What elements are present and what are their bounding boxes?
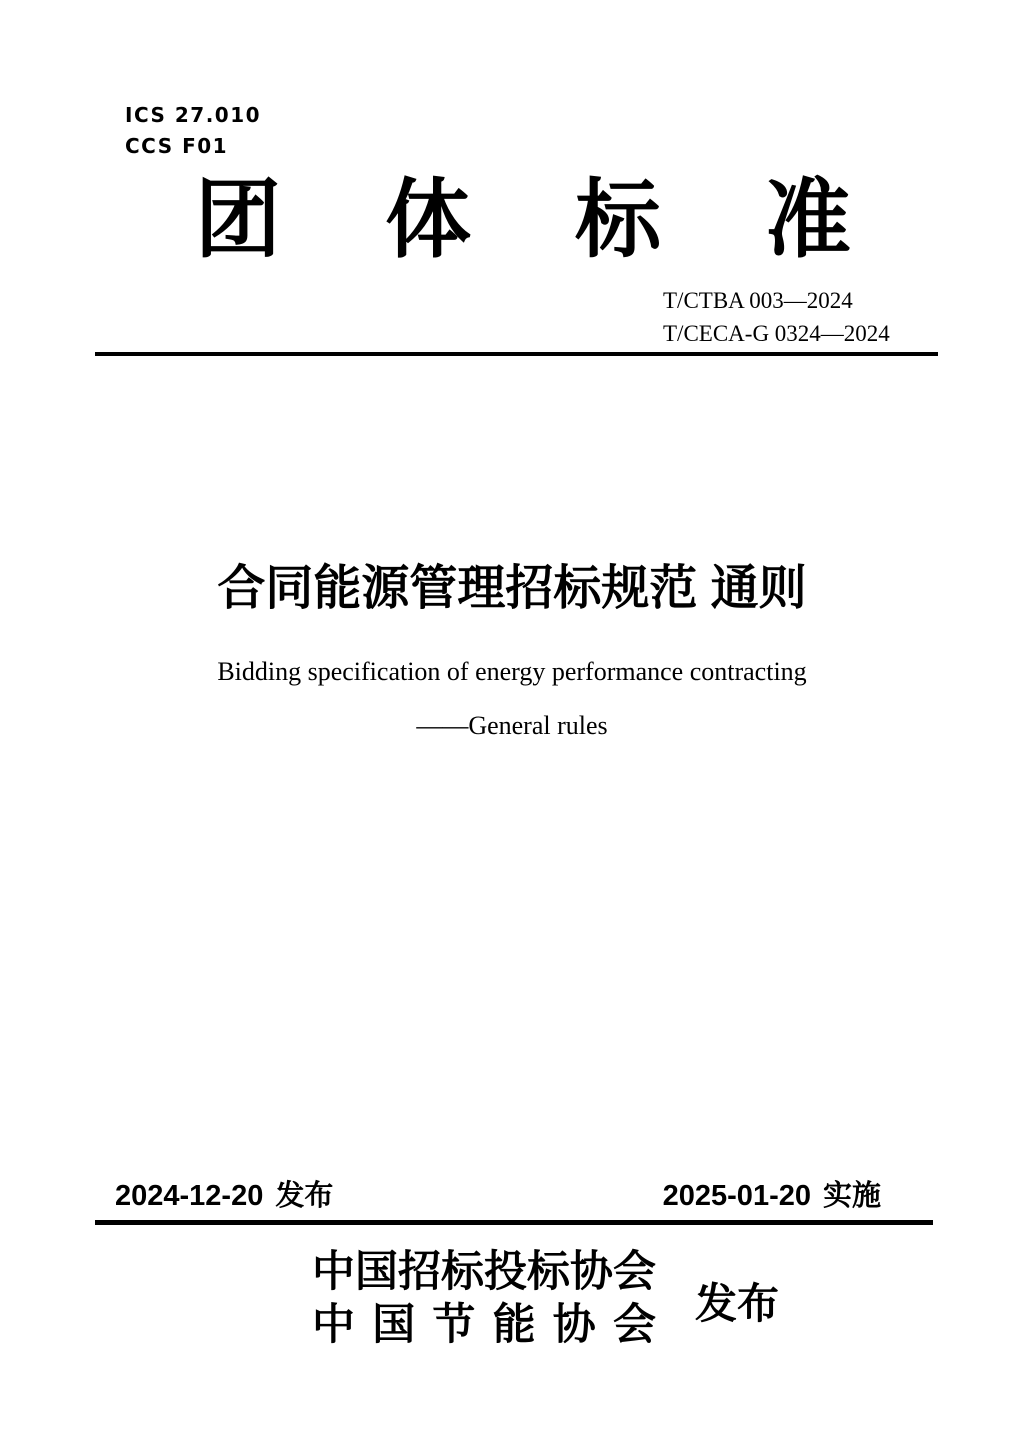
footer-divider-line bbox=[95, 1220, 933, 1225]
issuing-organizations bbox=[312, 1246, 656, 1352]
issuer-char: 节 bbox=[432, 1302, 476, 1349]
issue-date: 2024-12-20 bbox=[115, 1180, 264, 1212]
issuer-char: 中 bbox=[312, 1249, 355, 1296]
issuer-char: 标 bbox=[441, 1249, 484, 1296]
issue-date-label: 发布 bbox=[275, 1180, 334, 1212]
standard-number-secondary: T/CECA-G 0324—2024 bbox=[663, 321, 890, 346]
issuer-organization-1 bbox=[312, 1246, 656, 1299]
header-divider-line bbox=[95, 352, 938, 356]
ics-code: ICS 27.010 bbox=[125, 103, 262, 127]
issuer-char: 会 bbox=[613, 1249, 656, 1296]
standard-numbers bbox=[663, 284, 890, 350]
classification-codes bbox=[125, 100, 261, 162]
implementation-date-group bbox=[663, 1173, 881, 1214]
issuer-char: 招 bbox=[398, 1249, 441, 1296]
issuer-organization-2 bbox=[312, 1299, 656, 1352]
implementation-date-label: 实施 bbox=[822, 1180, 881, 1212]
issuer-char: 会 bbox=[612, 1302, 656, 1349]
title-english-subtitle: ——General rules bbox=[416, 711, 608, 740]
issuer-char: 标 bbox=[527, 1249, 570, 1296]
document-type-heading bbox=[195, 172, 851, 268]
issuer-char: 能 bbox=[492, 1302, 536, 1349]
standard-number-primary: T/CTBA 003—2024 bbox=[663, 288, 853, 313]
ccs-code: CCS F01 bbox=[125, 134, 229, 158]
publish-label: 发布 bbox=[695, 1282, 780, 1328]
title-chinese: 合同能源管理招标规范 通则 bbox=[217, 562, 807, 615]
issuer-char: 中 bbox=[312, 1302, 355, 1349]
issuer-char: 协 bbox=[570, 1249, 613, 1296]
doc-type-char: 体 bbox=[385, 172, 471, 268]
issuer-char: 国 bbox=[372, 1302, 416, 1349]
issuer-char: 协 bbox=[552, 1302, 596, 1349]
doc-type-char: 标 bbox=[575, 172, 661, 268]
issue-date-group bbox=[115, 1173, 333, 1214]
doc-type-char: 准 bbox=[765, 172, 851, 268]
title-english: Bidding specification of energy performance contracting bbox=[217, 657, 807, 686]
dates-row bbox=[115, 1173, 881, 1214]
implementation-date: 2025-01-20 bbox=[662, 1180, 811, 1212]
doc-type-char: 团 bbox=[195, 172, 281, 268]
issuer-char: 国 bbox=[355, 1249, 398, 1296]
issuer-char: 投 bbox=[484, 1249, 527, 1296]
